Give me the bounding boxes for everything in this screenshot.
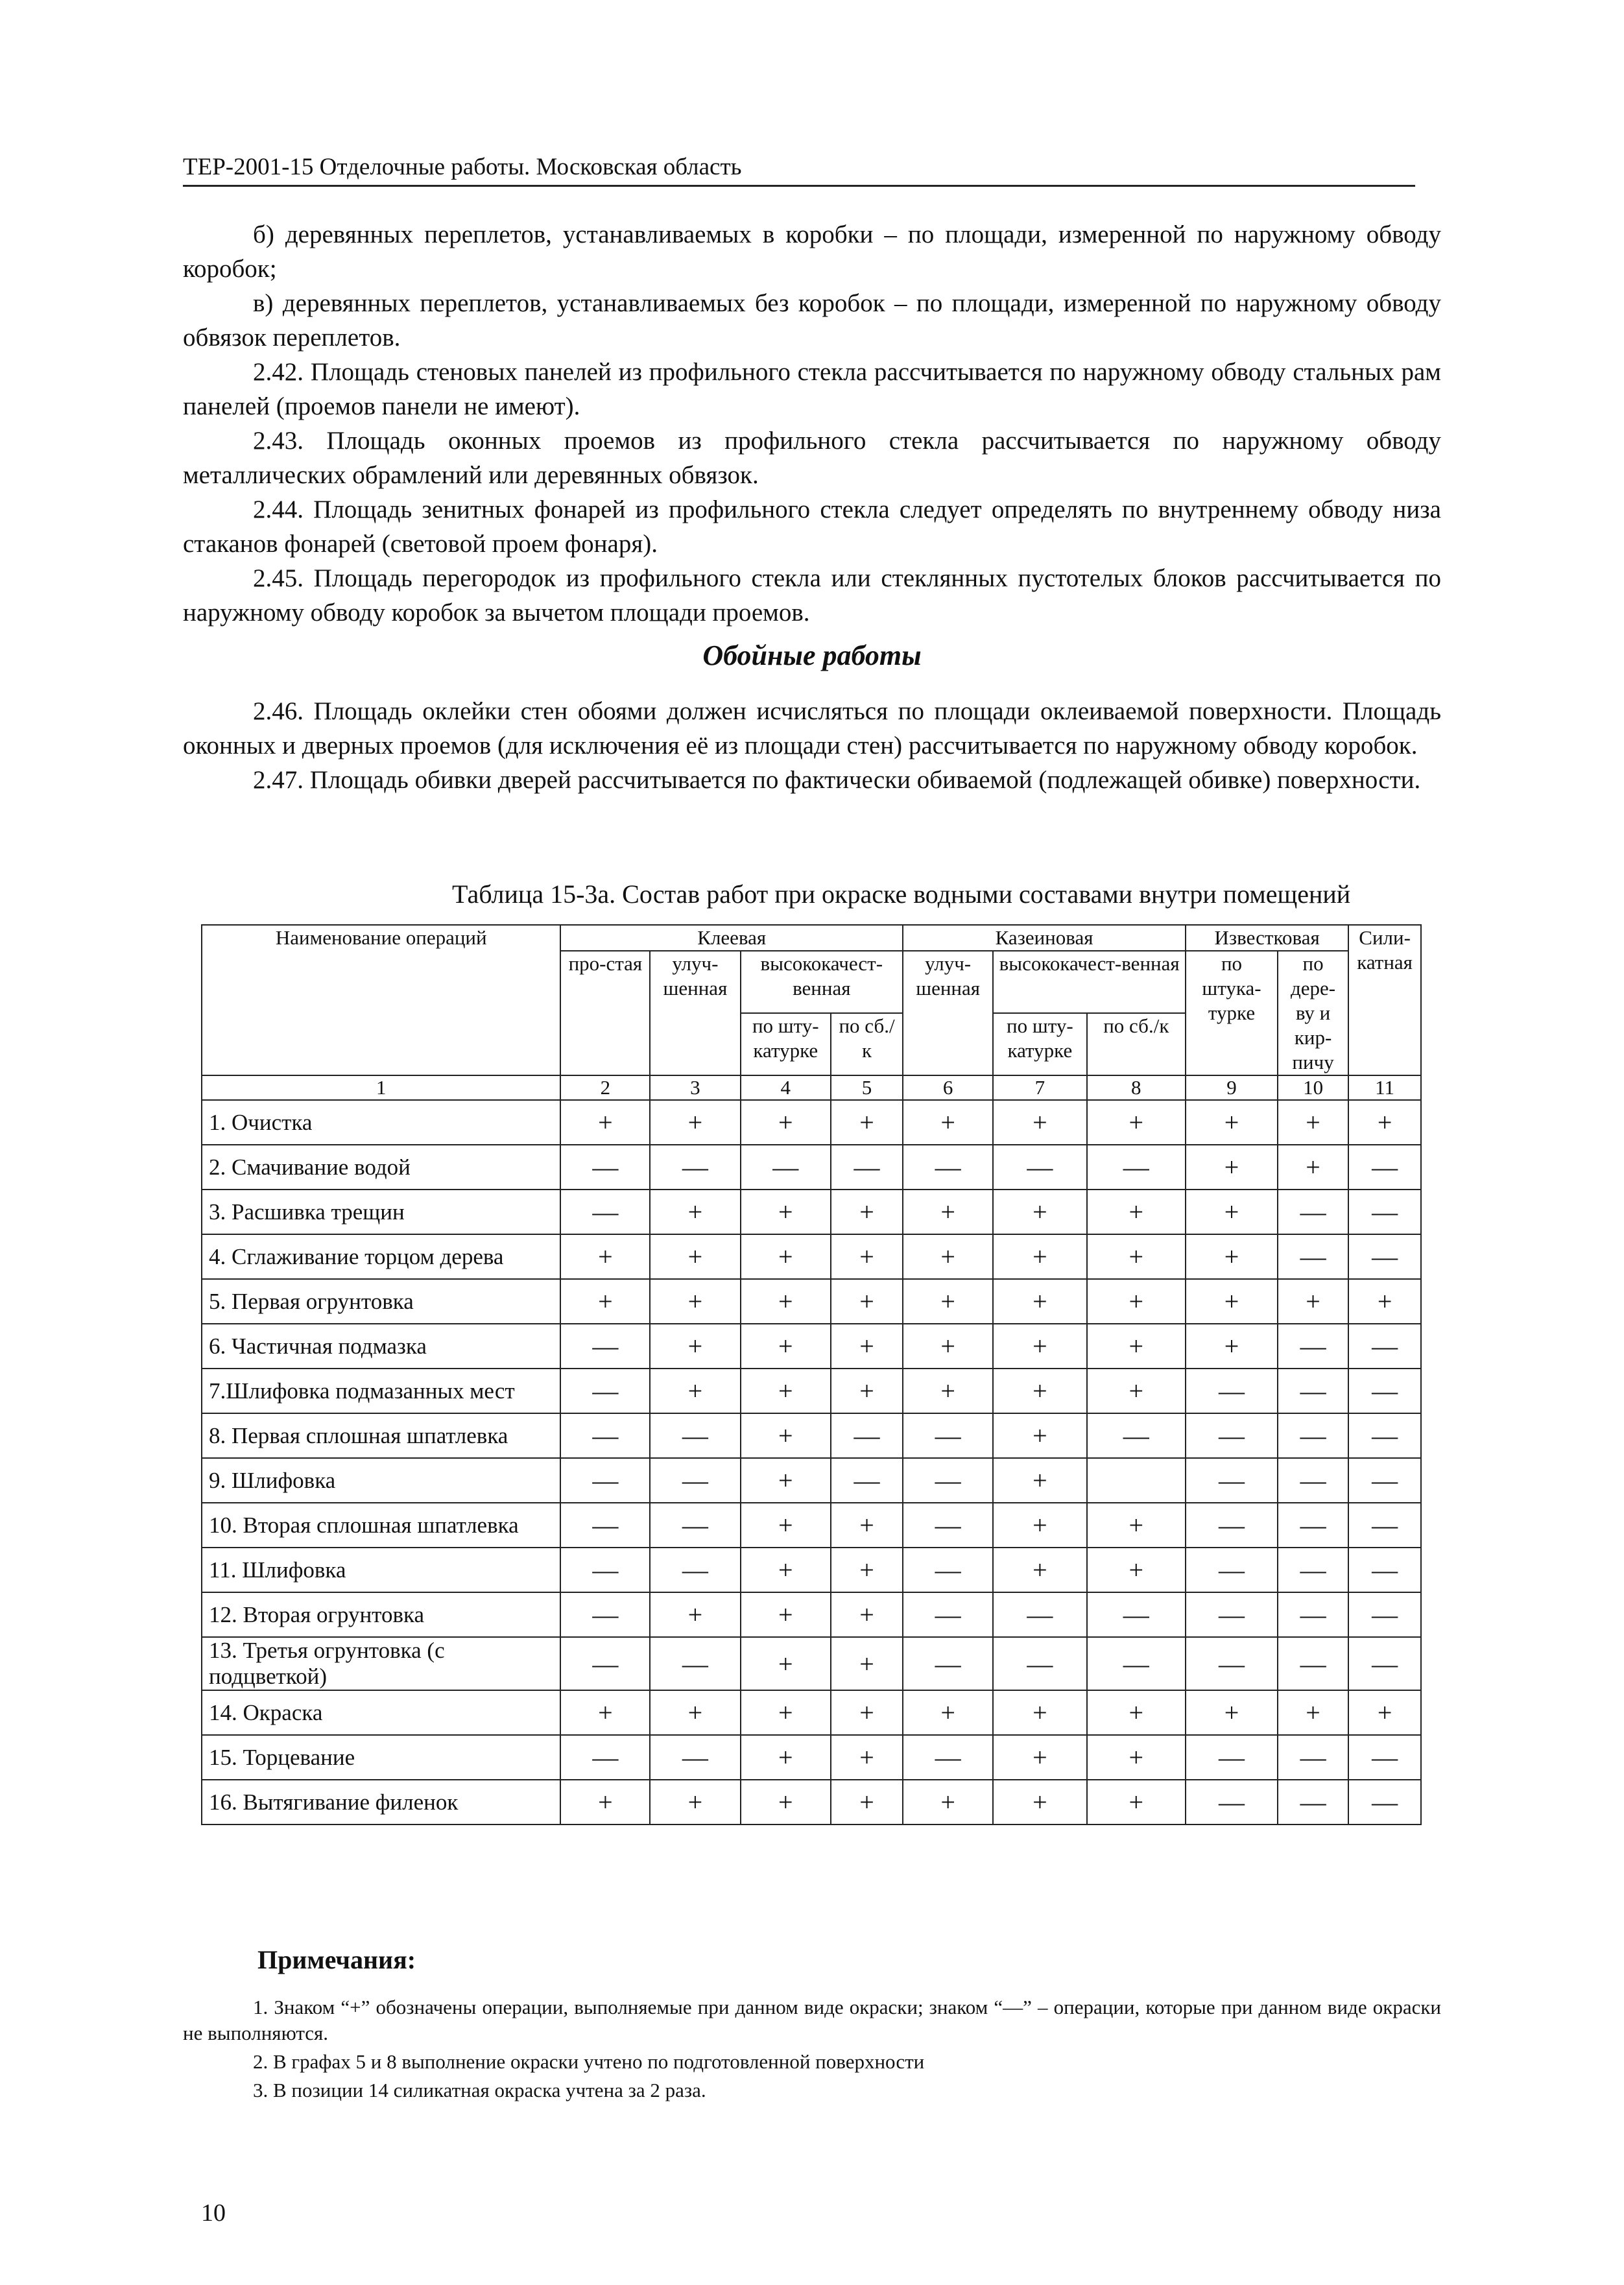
table-cell: +: [650, 1592, 740, 1637]
table-cell: +: [993, 1413, 1086, 1458]
table-cell: +: [741, 1592, 831, 1637]
table-cell: —: [1087, 1592, 1186, 1637]
table-cell: +: [650, 1324, 740, 1369]
table-cell: —: [560, 1503, 650, 1548]
table-cell: +: [993, 1100, 1086, 1145]
table-row: [202, 1690, 1421, 1735]
table-cell: —: [650, 1145, 740, 1190]
column-number: 1: [202, 1075, 560, 1100]
table-cell: +: [1087, 1369, 1186, 1413]
column-number: 11: [1348, 1075, 1421, 1100]
table-cell: +: [741, 1735, 831, 1780]
table-cell: —: [1278, 1637, 1348, 1690]
table-cell: +: [1087, 1735, 1186, 1780]
table-cell: +: [1087, 1503, 1186, 1548]
table-cell: +: [650, 1690, 740, 1735]
paragraph: в) деревянных переплетов, устанавливаемых без коробок – по площади, измеренной по наружному обводу обвязок переплетов.: [183, 289, 1441, 352]
table-cell: +: [831, 1234, 903, 1279]
table-cell: +: [903, 1190, 993, 1234]
paragraph: 2.42. Площадь стеновых панелей из профильного стекла рассчитывается по наружному обводу стальных рам панелей (проемов панели не имеют).: [183, 358, 1441, 420]
table-cell: —: [903, 1145, 993, 1190]
table-cell: +: [993, 1190, 1086, 1234]
table-cell: —: [831, 1458, 903, 1503]
table-cell: +: [650, 1190, 740, 1234]
table-cell: +: [1087, 1690, 1186, 1735]
table-cell: +: [831, 1503, 903, 1548]
table-cell: +: [993, 1503, 1086, 1548]
table-cell: —: [560, 1369, 650, 1413]
operation-name: 5. Первая огрунтовка: [202, 1279, 560, 1324]
table-cell: —: [560, 1592, 650, 1637]
table-cell: +: [993, 1548, 1086, 1592]
header-prostaya: про-стая: [560, 951, 650, 1075]
column-number: 7: [993, 1075, 1086, 1100]
table-cell: —: [1348, 1735, 1421, 1780]
table-cell: +: [831, 1780, 903, 1824]
table-row: [202, 1413, 1421, 1458]
table-cell: —: [1348, 1234, 1421, 1279]
table-cell: +: [831, 1279, 903, 1324]
operation-name: 1. Очистка: [202, 1100, 560, 1145]
note: 2. В графах 5 и 8 выполнение окраски учтено по подготовленной поверхности: [253, 2050, 925, 2073]
table-cell: —: [1186, 1413, 1278, 1458]
note: 1. Знаком “+” обозначены операции, выполняемые при данном виде окраски; знаком “—” – операции, которые при данном виде окраски не выполняются.: [183, 1996, 1441, 2044]
table-cell: —: [560, 1190, 650, 1234]
table-cell: —: [1186, 1369, 1278, 1413]
table-cell: +: [741, 1234, 831, 1279]
table-cell: —: [1348, 1369, 1421, 1413]
table-row: [202, 1279, 1421, 1324]
operation-name: 13. Третья огрунтовка (с подцветкой): [202, 1637, 560, 1690]
table-cell: —: [741, 1145, 831, 1190]
table-cell: +: [1186, 1234, 1278, 1279]
table-cell: —: [1348, 1145, 1421, 1190]
table-cell: +: [1348, 1690, 1421, 1735]
table-cell: +: [1278, 1100, 1348, 1145]
table-body: [202, 1100, 1421, 1824]
page-header: ТЕР-2001-15 Отделочные работы. Московская область: [183, 153, 1415, 187]
table-cell: +: [903, 1279, 993, 1324]
table-cell: —: [1278, 1735, 1348, 1780]
paragraph: 2.43. Площадь оконных проемов из профильного стекла рассчитывается по наружному обводу металлических обрамлений или деревянных обвязок.: [183, 427, 1441, 489]
table-row: [202, 1458, 1421, 1503]
paragraph: 2.47. Площадь обивки дверей рассчитывается по фактически обиваемой (подлежащей обивке) поверхности.: [253, 766, 1421, 794]
column-number: 10: [1278, 1075, 1348, 1100]
table-cell: +: [831, 1690, 903, 1735]
header-po-shtukaturke: по шту-катурке: [993, 1013, 1086, 1075]
table-cell: —: [560, 1324, 650, 1369]
table-row: [202, 1503, 1421, 1548]
column-number-row: [202, 1075, 1421, 1100]
table-cell: —: [1186, 1548, 1278, 1592]
table-cell: +: [741, 1100, 831, 1145]
header-po-shtukaturke: по штука-турке: [1186, 951, 1278, 1075]
table-cell: —: [1348, 1413, 1421, 1458]
operation-name: 6. Частичная подмазка: [202, 1324, 560, 1369]
notes-title: Примечания:: [257, 1945, 416, 1974]
table-cell: —: [1278, 1548, 1348, 1592]
body-text-block-2: [183, 694, 1441, 797]
table-row: [202, 1145, 1421, 1190]
table-cell: —: [1087, 1413, 1186, 1458]
table-cell: —: [1278, 1592, 1348, 1637]
table-cell: +: [1348, 1279, 1421, 1324]
table-row: [202, 1234, 1421, 1279]
paragraph: б) деревянных переплетов, устанавливаемых в коробки – по площади, измеренной по наружному обводу коробок;: [183, 221, 1441, 283]
table-cell: +: [903, 1234, 993, 1279]
table-cell: +: [741, 1690, 831, 1735]
table-cell: +: [903, 1690, 993, 1735]
table-cell: +: [741, 1458, 831, 1503]
table-cell: +: [1186, 1279, 1278, 1324]
table-cell: —: [560, 1548, 650, 1592]
note: 3. В позиции 14 силикатная окраска учтена за 2 раза.: [253, 2079, 706, 2101]
table-cell: —: [993, 1637, 1086, 1690]
table-cell: +: [993, 1458, 1086, 1503]
column-number: 8: [1087, 1075, 1186, 1100]
table-row: [202, 1324, 1421, 1369]
table-cell: —: [1278, 1503, 1348, 1548]
table-cell: +: [741, 1369, 831, 1413]
table-row: [202, 1735, 1421, 1780]
table-cell: +: [1186, 1324, 1278, 1369]
paragraph: 2.45. Площадь перегородок из профильного стекла или стеклянных пустотелых блоков рассчитывается по наружному обводу коробок за вычетом площади проемов.: [183, 564, 1441, 627]
table-cell: —: [560, 1413, 650, 1458]
column-number: 4: [741, 1075, 831, 1100]
column-number: 5: [831, 1075, 903, 1100]
table-row: [202, 1548, 1421, 1592]
header-operations: Наименование операций: [202, 925, 560, 1075]
table-cell: —: [1348, 1503, 1421, 1548]
table-cell: +: [741, 1190, 831, 1234]
operation-name: 16. Вытягивание филенок: [202, 1780, 560, 1824]
table-cell: +: [1186, 1100, 1278, 1145]
table-cell: —: [1348, 1458, 1421, 1503]
table-cell: +: [741, 1548, 831, 1592]
operation-name: 2. Смачивание водой: [202, 1145, 560, 1190]
table-cell: —: [903, 1637, 993, 1690]
table-cell: —: [903, 1592, 993, 1637]
table-cell: +: [1087, 1234, 1186, 1279]
table-cell: +: [650, 1780, 740, 1824]
table-cell: +: [1087, 1324, 1186, 1369]
table-cell: +: [741, 1324, 831, 1369]
table-cell: —: [1278, 1369, 1348, 1413]
table-cell: +: [831, 1324, 903, 1369]
operation-name: 14. Окраска: [202, 1690, 560, 1735]
table-cell: +: [1087, 1548, 1186, 1592]
table-cell: —: [903, 1413, 993, 1458]
operations-table: [201, 924, 1422, 1825]
table-cell: +: [650, 1279, 740, 1324]
table-cell: +: [1087, 1190, 1186, 1234]
header-group-silikatnaya: Сили-катная: [1348, 925, 1421, 1075]
table-cell: +: [993, 1324, 1086, 1369]
table-cell: +: [831, 1637, 903, 1690]
table-cell: +: [560, 1100, 650, 1145]
header-po-shtukaturke: по шту-катурке: [741, 1013, 831, 1075]
table-cell: —: [1186, 1592, 1278, 1637]
table-cell: —: [993, 1592, 1086, 1637]
operation-name: 4. Сглаживание торцом дерева: [202, 1234, 560, 1279]
operation-name: 8. Первая сплошная шпатлевка: [202, 1413, 560, 1458]
table-cell: —: [1278, 1780, 1348, 1824]
table-cell: [1087, 1458, 1186, 1503]
table-cell: +: [903, 1100, 993, 1145]
table-cell: +: [1186, 1145, 1278, 1190]
table-cell: +: [993, 1369, 1086, 1413]
column-number: 6: [903, 1075, 993, 1100]
table-cell: —: [831, 1413, 903, 1458]
operation-name: 7.Шлифовка подмазанных мест: [202, 1369, 560, 1413]
table-cell: —: [650, 1458, 740, 1503]
table-cell: +: [831, 1100, 903, 1145]
table-cell: —: [650, 1548, 740, 1592]
table-cell: —: [1186, 1503, 1278, 1548]
table-cell: +: [1278, 1690, 1348, 1735]
table-cell: +: [650, 1234, 740, 1279]
header-group-izvestkovaya: Известковая: [1186, 925, 1348, 951]
table-row: [202, 1637, 1421, 1690]
header-uluchshennaya: улуч-шенная: [650, 951, 740, 1075]
table-cell: +: [560, 1780, 650, 1824]
page-number: 10: [201, 2199, 226, 2227]
table-cell: +: [741, 1413, 831, 1458]
header-group-kazeinovaya: Казеиновая: [903, 925, 1186, 951]
table-cell: +: [831, 1190, 903, 1234]
table-cell: +: [903, 1324, 993, 1369]
table-row: [202, 1780, 1421, 1824]
table-cell: —: [1278, 1234, 1348, 1279]
table-cell: +: [1087, 1780, 1186, 1824]
table-cell: —: [1278, 1458, 1348, 1503]
header-po-derevu: по дере-ву и кир-пичу: [1278, 951, 1348, 1075]
operation-name: 12. Вторая огрунтовка: [202, 1592, 560, 1637]
table-cell: —: [650, 1735, 740, 1780]
table-cell: —: [1087, 1637, 1186, 1690]
table-cell: —: [903, 1503, 993, 1548]
table-cell: —: [1348, 1780, 1421, 1824]
table-cell: +: [650, 1369, 740, 1413]
table-cell: +: [831, 1548, 903, 1592]
table-row: [202, 1190, 1421, 1234]
table-cell: +: [903, 1780, 993, 1824]
table-cell: —: [1278, 1413, 1348, 1458]
table-cell: +: [560, 1279, 650, 1324]
operation-name: 11. Шлифовка: [202, 1548, 560, 1592]
table-cell: —: [1186, 1637, 1278, 1690]
column-number: 3: [650, 1075, 740, 1100]
table-cell: +: [903, 1369, 993, 1413]
column-number: 9: [1186, 1075, 1278, 1100]
table-cell: —: [650, 1637, 740, 1690]
table-cell: +: [1186, 1690, 1278, 1735]
header-uluchshennaya: улуч-шенная: [903, 951, 993, 1075]
table-cell: —: [1348, 1637, 1421, 1690]
table-cell: +: [741, 1279, 831, 1324]
table-cell: +: [1348, 1100, 1421, 1145]
table-cell: —: [1348, 1324, 1421, 1369]
table-cell: —: [831, 1145, 903, 1190]
table-cell: —: [650, 1503, 740, 1548]
header-vysokokachestvennaya: высококачест-венная: [993, 951, 1186, 1013]
table-cell: —: [1348, 1592, 1421, 1637]
table-cell: +: [831, 1592, 903, 1637]
table-cell: +: [741, 1503, 831, 1548]
paragraph: 2.46. Площадь оклейки стен обоями должен исчисляться по площади оклеиваемой поверхности. Площадь оконных и дверных проемов (для исключения её из площади стен) рассчитывается по наружному обводу коробок.: [183, 697, 1441, 760]
table-row: [202, 1592, 1421, 1637]
table-cell: —: [1186, 1458, 1278, 1503]
table-cell: —: [650, 1413, 740, 1458]
paragraph: 2.44. Площадь зенитных фонарей из профильного стекла следует определять по внутреннему обводу низа стаканов фонарей (световой проем фонаря).: [183, 496, 1441, 558]
table-cell: —: [1186, 1735, 1278, 1780]
notes: [183, 1994, 1441, 2106]
table-caption: Таблица 15-3а. Состав работ при окраске водными составами внутри помещений: [452, 879, 1351, 909]
table-cell: —: [903, 1735, 993, 1780]
table-cell: —: [1087, 1145, 1186, 1190]
header-po-sbk: по сб./к: [831, 1013, 903, 1075]
table-cell: +: [560, 1690, 650, 1735]
table-cell: +: [1278, 1145, 1348, 1190]
table-cell: —: [560, 1145, 650, 1190]
table-cell: +: [1087, 1100, 1186, 1145]
operation-name: 3. Расшивка трещин: [202, 1190, 560, 1234]
table-cell: +: [560, 1234, 650, 1279]
operation-name: 9. Шлифовка: [202, 1458, 560, 1503]
table-cell: +: [831, 1369, 903, 1413]
table-cell: —: [1348, 1548, 1421, 1592]
table-cell: +: [993, 1234, 1086, 1279]
table-cell: +: [1087, 1279, 1186, 1324]
table-cell: —: [1278, 1324, 1348, 1369]
table-cell: —: [560, 1458, 650, 1503]
section-title: Обойные работы: [702, 640, 922, 671]
table-cell: —: [560, 1735, 650, 1780]
table-cell: —: [1278, 1190, 1348, 1234]
column-number: 2: [560, 1075, 650, 1100]
table-cell: —: [1186, 1780, 1278, 1824]
table-cell: +: [1278, 1279, 1348, 1324]
table-cell: +: [741, 1637, 831, 1690]
table-cell: +: [831, 1735, 903, 1780]
table-cell: +: [993, 1279, 1086, 1324]
table-cell: —: [560, 1637, 650, 1690]
header-vysokokachestvennaya: высококачест-венная: [741, 951, 903, 1013]
table-row: [202, 1369, 1421, 1413]
table-cell: +: [993, 1780, 1086, 1824]
table-cell: +: [741, 1780, 831, 1824]
body-text-block-1: [183, 217, 1441, 630]
table-cell: —: [993, 1145, 1086, 1190]
table-cell: +: [993, 1690, 1086, 1735]
operation-name: 15. Торцевание: [202, 1735, 560, 1780]
table-row: [202, 1100, 1421, 1145]
table-cell: —: [1348, 1190, 1421, 1234]
table-cell: +: [993, 1735, 1086, 1780]
header-po-sbk: по сб./к: [1087, 1013, 1186, 1075]
header-group-kleevaya: Клеевая: [560, 925, 903, 951]
table-cell: —: [903, 1548, 993, 1592]
table-cell: +: [650, 1100, 740, 1145]
table-cell: +: [1186, 1190, 1278, 1234]
table-cell: —: [903, 1458, 993, 1503]
operation-name: 10. Вторая сплошная шпатлевка: [202, 1503, 560, 1548]
